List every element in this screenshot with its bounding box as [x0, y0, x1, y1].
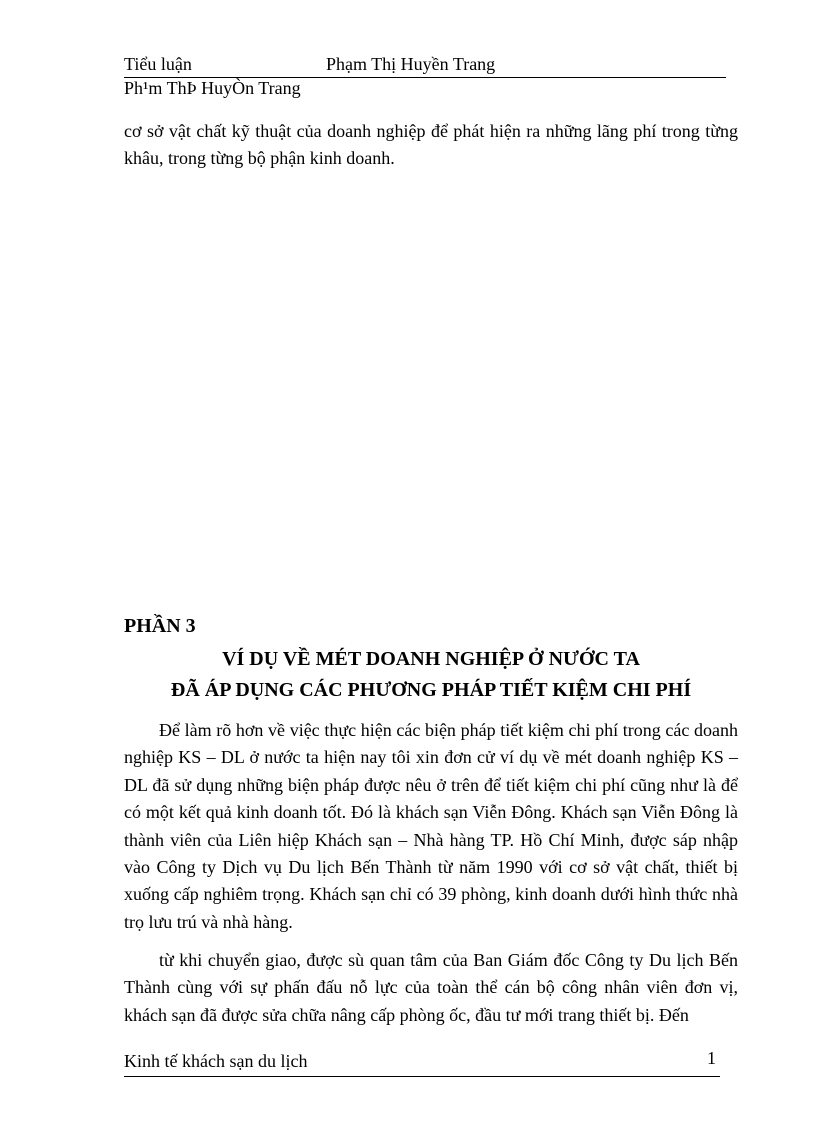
section-title-line-1: VÍ DỤ VỀ MÉT DOANH NGHIỆP Ở NƯỚC TA — [222, 648, 640, 670]
page-number: 1 — [707, 1048, 716, 1068]
section-label: PHẦN 3 — [124, 615, 196, 637]
header-garbled-author: Ph¹m ThÞ HuyÒn Trang — [124, 78, 301, 98]
footer-text: Kinh tế khách sạn du lịch — [124, 1051, 308, 1071]
paragraph-vien-dong-intro: Để làm rõ hơn về việc thực hiện các biện pháp tiết kiệm chi phí trong các doanh nghiệp KS – DL ở nước ta hiện nay tôi xin đơn cử ví dụ về mét doanh nghiệp KS – DL đã sử dụng những biện pháp được nêu ở trên để tiết kiệm chi phí cũng như là để có một kết quả kinh doanh tốt. Đó là khách sạn Viễn Đông. Khách sạn Viễn Đông là thành viên của Liên hiệp Khách sạn – Nhà hàng TP. Hồ Chí Minh, được sáp nhập vào Công ty Dịch vụ Du lịch Bến Thành từ năm 1990 với cơ sở vật chất, thiết bị xuống cấp nghiêm trọng. Khách sạn chỉ có 39 phòng, kinh doanh dưới hình thức nhà trọ lưu trú và nhà hàng. — [124, 720, 738, 932]
section-title-line-2: ĐÃ ÁP DỤNG CÁC PHƯƠNG PHÁP TIẾT KIỆM CHI PHÍ — [170, 679, 692, 701]
paragraph-transfer: từ khi chuyển giao, được sù quan tâm của Ban Giám đốc Công ty Du lịch Bến Thành cùng với sự phấn đấu nỗ lực của toàn thể cán bộ công nhân viên đơn vị, khách sạn đã được sửa chữa nâng cấp phòng ốc, đầu tư mới trang thiết bị. Đến — [124, 950, 738, 1025]
header-left-text: Tiểu luận — [124, 54, 192, 74]
paragraph-continuation: cơ sở vật chất kỹ thuật của doanh nghiệp để phát hiện ra những lãng phí trong từng khâu, trong từng bộ phận kinh doanh. — [124, 121, 738, 169]
footer-rule — [124, 1076, 720, 1077]
header-author-name: Phạm Thị Huyền Trang — [326, 54, 496, 74]
